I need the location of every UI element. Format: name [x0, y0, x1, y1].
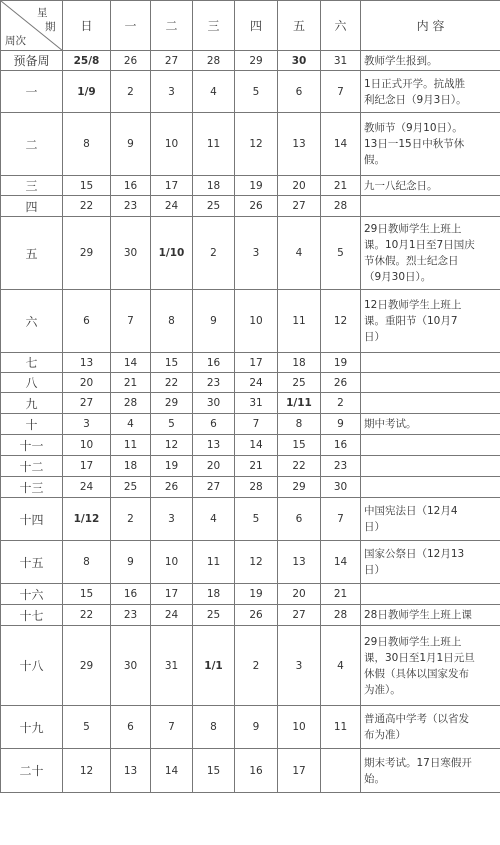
- day-cell: 22: [278, 456, 321, 477]
- day-cell: 6: [278, 498, 321, 541]
- day-cell: 6: [193, 414, 235, 435]
- day-cell: 22: [63, 605, 111, 626]
- day-cell: 28: [321, 196, 361, 217]
- day-cell: 15: [193, 749, 235, 793]
- day-cell: 28: [235, 477, 278, 498]
- corner-label-qi: 期: [45, 21, 56, 33]
- day-cell: 8: [151, 290, 193, 353]
- day-cell: 26: [111, 51, 151, 71]
- day-cell: 1/11: [278, 393, 321, 414]
- corner-label-week: 周次: [5, 35, 26, 47]
- day-cell: 12: [151, 435, 193, 456]
- day-cell: 30: [321, 477, 361, 498]
- day-cell: 16: [111, 176, 151, 196]
- day-cell: 17: [235, 353, 278, 373]
- day-cell: 29: [63, 217, 111, 290]
- day-cell: 1/1: [193, 626, 235, 706]
- day-cell: 28: [321, 605, 361, 626]
- week-label: 二十: [1, 749, 63, 793]
- content-cell: 1日正式开学。抗战胜 利纪念日（9月3日）。: [361, 71, 500, 113]
- day-cell: 3: [151, 71, 193, 113]
- day-cell: 24: [151, 196, 193, 217]
- day-cell: 13: [111, 749, 151, 793]
- day-cell: 9: [321, 414, 361, 435]
- corner-header-cell: [1, 1, 63, 51]
- day-cell: 11: [193, 113, 235, 176]
- day-cell: 25: [111, 477, 151, 498]
- day-cell: 17: [151, 584, 193, 605]
- day-cell: 12: [235, 113, 278, 176]
- day-cell: 15: [63, 584, 111, 605]
- day-cell: 10: [151, 541, 193, 584]
- header-row: [1, 1, 500, 51]
- day-cell: 25: [278, 373, 321, 393]
- day-cell: 3: [151, 498, 193, 541]
- day-cell: 20: [278, 176, 321, 196]
- day-cell: 29: [63, 626, 111, 706]
- week-row: [1, 706, 500, 749]
- day-cell: 6: [111, 706, 151, 749]
- day-cell: 5: [151, 414, 193, 435]
- day-cell: 5: [235, 498, 278, 541]
- content-cell: 期末考试。17日寒假开 始。: [361, 749, 500, 793]
- day-cell: 29: [278, 477, 321, 498]
- day-cell: 4: [278, 217, 321, 290]
- day-cell: 16: [321, 435, 361, 456]
- day-cell: 27: [63, 393, 111, 414]
- day-cell: 7: [111, 290, 151, 353]
- week-label: 三: [1, 176, 63, 196]
- day-cell: 7: [235, 414, 278, 435]
- week-row: [1, 113, 500, 176]
- day-cell: 19: [151, 456, 193, 477]
- content-cell: [361, 353, 500, 373]
- content-cell: [361, 393, 500, 414]
- week-label: 九: [1, 393, 63, 414]
- day-cell: 29: [151, 393, 193, 414]
- day-cell: 22: [151, 373, 193, 393]
- day-cell: 8: [278, 414, 321, 435]
- week-label: 十: [1, 414, 63, 435]
- day-cell: 2: [111, 498, 151, 541]
- day-cell: 9: [193, 290, 235, 353]
- week-label: 十一: [1, 435, 63, 456]
- day-cell: 17: [278, 749, 321, 793]
- day-cell: 31: [151, 626, 193, 706]
- content-cell: 国家公祭日（12月13 日）: [361, 541, 500, 584]
- week-row: [1, 605, 500, 626]
- week-label: 十八: [1, 626, 63, 706]
- day-cell: 2: [235, 626, 278, 706]
- day-cell: 20: [63, 373, 111, 393]
- week-row: [1, 749, 500, 793]
- day-cell: 5: [235, 71, 278, 113]
- day-cell: 24: [151, 605, 193, 626]
- day-cell: 24: [235, 373, 278, 393]
- day-cell: 10: [151, 113, 193, 176]
- day-cell: 25: [193, 196, 235, 217]
- day-cell: 12: [235, 541, 278, 584]
- day-cell: 14: [321, 113, 361, 176]
- day-cell: 30: [111, 217, 151, 290]
- day-header-thu: 四: [235, 1, 278, 51]
- week-row: [1, 393, 500, 414]
- day-cell: 23: [321, 456, 361, 477]
- day-cell: 18: [193, 176, 235, 196]
- content-cell: [361, 196, 500, 217]
- day-cell: 6: [278, 71, 321, 113]
- day-cell: 15: [278, 435, 321, 456]
- week-label: 四: [1, 196, 63, 217]
- content-cell: 28日教师学生上班上课: [361, 605, 500, 626]
- week-row: [1, 626, 500, 706]
- day-cell: 9: [111, 113, 151, 176]
- day-header-tue: 二: [151, 1, 193, 51]
- day-cell: 11: [193, 541, 235, 584]
- day-cell: 6: [63, 290, 111, 353]
- day-cell: 7: [321, 71, 361, 113]
- day-cell: 28: [111, 393, 151, 414]
- day-cell: 5: [321, 217, 361, 290]
- week-label: 十三: [1, 477, 63, 498]
- day-cell: 23: [111, 196, 151, 217]
- day-cell: 21: [111, 373, 151, 393]
- day-cell: 31: [321, 51, 361, 71]
- day-cell: 10: [278, 706, 321, 749]
- day-header-wed: 三: [193, 1, 235, 51]
- day-cell: 14: [111, 353, 151, 373]
- day-cell: 15: [63, 176, 111, 196]
- week-row: [1, 541, 500, 584]
- day-cell: 3: [235, 217, 278, 290]
- day-cell: 28: [193, 51, 235, 71]
- day-cell: 8: [193, 706, 235, 749]
- week-label: 十二: [1, 456, 63, 477]
- day-cell: 9: [235, 706, 278, 749]
- week-row: [1, 196, 500, 217]
- week-label: 二: [1, 113, 63, 176]
- corner-label-xing: 星: [37, 7, 48, 19]
- day-cell: 10: [63, 435, 111, 456]
- day-cell: 23: [193, 373, 235, 393]
- content-cell: [361, 435, 500, 456]
- day-cell: 14: [151, 749, 193, 793]
- day-cell: 13: [193, 435, 235, 456]
- day-cell: 11: [278, 290, 321, 353]
- day-cell: 21: [235, 456, 278, 477]
- day-cell: 29: [235, 51, 278, 71]
- day-cell: 19: [235, 176, 278, 196]
- day-cell: 21: [321, 176, 361, 196]
- day-cell: 23: [111, 605, 151, 626]
- day-cell: 26: [321, 373, 361, 393]
- day-cell: 24: [63, 477, 111, 498]
- day-header-mon: 一: [111, 1, 151, 51]
- content-cell: 普通高中学考（以省发 布为准）: [361, 706, 500, 749]
- day-cell: 8: [63, 113, 111, 176]
- day-cell: 13: [63, 353, 111, 373]
- day-cell: 12: [63, 749, 111, 793]
- day-cell: 12: [321, 290, 361, 353]
- day-cell: 13: [278, 541, 321, 584]
- week-label: 十九: [1, 706, 63, 749]
- content-cell: [361, 373, 500, 393]
- week-row: [1, 71, 500, 113]
- week-label: 六: [1, 290, 63, 353]
- day-cell: 2: [321, 393, 361, 414]
- day-cell: 3: [63, 414, 111, 435]
- day-cell: 20: [193, 456, 235, 477]
- day-cell: 14: [235, 435, 278, 456]
- day-cell: 27: [151, 51, 193, 71]
- content-cell: 教师节（9月10日）。 13日一15日中秋节休 假。: [361, 113, 500, 176]
- calendar-body: [1, 51, 500, 793]
- week-row: [1, 176, 500, 196]
- day-cell: 26: [151, 477, 193, 498]
- day-cell: 19: [235, 584, 278, 605]
- day-cell: 18: [193, 584, 235, 605]
- day-cell: 1/12: [63, 498, 111, 541]
- day-cell: 25/8: [63, 51, 111, 71]
- day-cell: 15: [151, 353, 193, 373]
- day-cell: 1/9: [63, 71, 111, 113]
- day-cell: 30: [193, 393, 235, 414]
- week-label: 预备周: [1, 51, 63, 71]
- day-cell: 4: [193, 498, 235, 541]
- day-cell: 11: [321, 706, 361, 749]
- day-cell: 25: [193, 605, 235, 626]
- day-cell: 18: [111, 456, 151, 477]
- day-cell: 4: [321, 626, 361, 706]
- content-header: 内 容: [361, 1, 500, 51]
- day-cell: 4: [111, 414, 151, 435]
- day-cell: 13: [278, 113, 321, 176]
- day-cell: 17: [151, 176, 193, 196]
- week-label: 五: [1, 217, 63, 290]
- content-cell: 期中考试。: [361, 414, 500, 435]
- day-cell: 26: [235, 196, 278, 217]
- day-cell: 26: [235, 605, 278, 626]
- week-row: [1, 414, 500, 435]
- day-cell: 7: [151, 706, 193, 749]
- content-cell: [361, 477, 500, 498]
- day-cell: 27: [278, 605, 321, 626]
- content-cell: 教师学生报到。: [361, 51, 500, 71]
- day-cell: 8: [63, 541, 111, 584]
- day-cell: 1/10: [151, 217, 193, 290]
- week-label: 一: [1, 71, 63, 113]
- week-row: [1, 51, 500, 71]
- day-cell: 18: [278, 353, 321, 373]
- day-cell: 10: [235, 290, 278, 353]
- week-label: 十五: [1, 541, 63, 584]
- content-cell: [361, 456, 500, 477]
- day-cell: 3: [278, 626, 321, 706]
- week-row: [1, 353, 500, 373]
- week-label: 十四: [1, 498, 63, 541]
- day-cell: 30: [278, 51, 321, 71]
- day-cell: 21: [321, 584, 361, 605]
- day-cell: 31: [235, 393, 278, 414]
- day-cell: 20: [278, 584, 321, 605]
- day-header-sat: 六: [321, 1, 361, 51]
- day-cell: 14: [321, 541, 361, 584]
- week-row: [1, 498, 500, 541]
- day-cell: 2: [111, 71, 151, 113]
- week-row: [1, 477, 500, 498]
- day-cell: 11: [111, 435, 151, 456]
- content-cell: 中国宪法日（12月4 日）: [361, 498, 500, 541]
- content-cell: 29日教师学生上班上 课，30日至1月1日元旦 休假（具体以国家发布 为准）。: [361, 626, 500, 706]
- day-cell: 16: [193, 353, 235, 373]
- day-cell: 17: [63, 456, 111, 477]
- week-label: 八: [1, 373, 63, 393]
- day-cell: 27: [278, 196, 321, 217]
- week-row: [1, 290, 500, 353]
- week-label: 十六: [1, 584, 63, 605]
- day-cell: 16: [235, 749, 278, 793]
- day-header-sun: 日: [63, 1, 111, 51]
- day-cell: 7: [321, 498, 361, 541]
- day-cell: 19: [321, 353, 361, 373]
- day-header-fri: 五: [278, 1, 321, 51]
- day-cell: 2: [193, 217, 235, 290]
- week-row: [1, 217, 500, 290]
- content-cell: [361, 584, 500, 605]
- content-cell: 29日教师学生上班上 课。10月1日至7日国庆 节休假。烈士纪念日 （9月30日）。: [361, 217, 500, 290]
- week-label: 七: [1, 353, 63, 373]
- week-row: [1, 373, 500, 393]
- content-cell: 九一八纪念日。: [361, 176, 500, 196]
- day-cell: 4: [193, 71, 235, 113]
- day-cell: 16: [111, 584, 151, 605]
- week-row: [1, 435, 500, 456]
- day-cell: 22: [63, 196, 111, 217]
- day-cell: 5: [63, 706, 111, 749]
- day-cell: 27: [193, 477, 235, 498]
- week-label: 十七: [1, 605, 63, 626]
- content-cell: 12日教师学生上班上 课。重阳节（10月7 日）: [361, 290, 500, 353]
- day-cell: 9: [111, 541, 151, 584]
- week-row: [1, 456, 500, 477]
- day-cell: [321, 749, 361, 793]
- week-row: [1, 584, 500, 605]
- day-cell: 30: [111, 626, 151, 706]
